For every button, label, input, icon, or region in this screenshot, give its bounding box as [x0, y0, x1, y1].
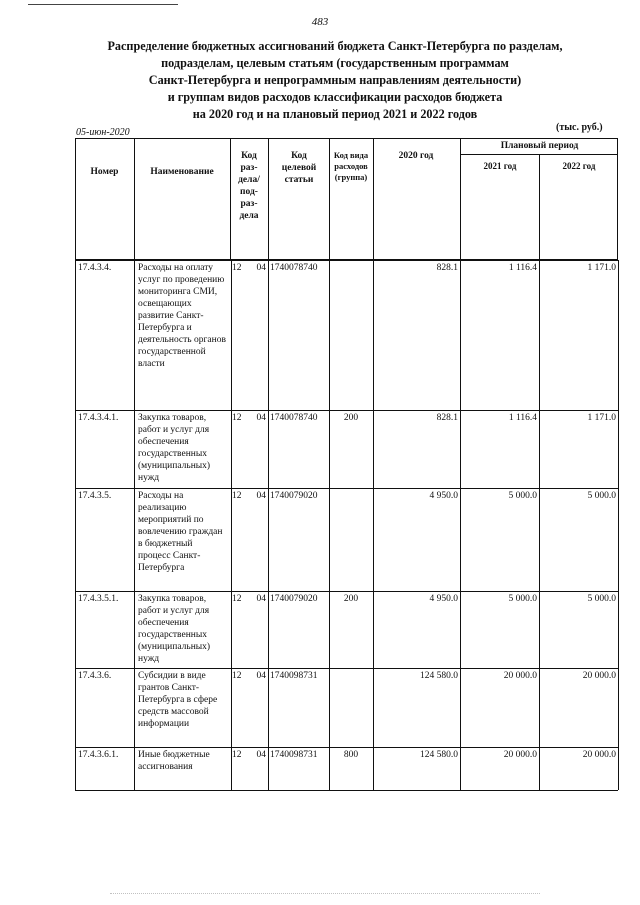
column-divider: [231, 260, 232, 410]
cell-sec: 12: [232, 491, 242, 501]
column-divider: [231, 488, 232, 591]
header-target: Код целевой статьи: [281, 151, 317, 185]
column-divider: [75, 747, 76, 790]
divider: [268, 138, 269, 260]
column-divider: [134, 747, 135, 790]
column-divider: [373, 668, 374, 747]
cell-y2020: 828.1: [436, 263, 458, 273]
cell-sec: 12: [232, 671, 242, 681]
column-divider: [75, 591, 76, 668]
column-divider: [329, 260, 330, 410]
column-divider: [539, 747, 540, 790]
column-divider: [539, 668, 540, 747]
column-divider: [460, 668, 461, 747]
header-name: Наименование: [150, 167, 214, 177]
cell-target: 1740079020: [270, 491, 318, 501]
column-divider: [268, 410, 269, 488]
page-number: 483: [311, 16, 329, 28]
document-title: [75, 38, 595, 123]
cell-sub: 04: [256, 594, 266, 604]
cell-y2021: 1 116.4: [508, 263, 537, 273]
header-expense-type: Код вида расходов (группа): [333, 150, 369, 182]
cell-target: 1740079020: [270, 594, 318, 604]
cell-vr: 200: [343, 594, 359, 604]
column-divider: [618, 260, 619, 410]
units-label: (тыс. руб.): [556, 122, 603, 133]
column-divider: [134, 410, 135, 488]
column-divider: [539, 260, 540, 410]
top-rule: [28, 4, 178, 5]
cell-sec: 12: [232, 594, 242, 604]
column-divider: [539, 591, 540, 668]
cell-y2021: 5 000.0: [508, 491, 537, 501]
header-2022: 2022 год: [562, 161, 596, 171]
cell-num: 17.4.3.5.1.: [78, 594, 119, 604]
cell-y2022: 20 000.0: [582, 671, 616, 681]
cell-sub: 04: [256, 491, 266, 501]
header-2020: 2020 год: [398, 151, 434, 161]
document-date: 05-июн-2020: [76, 127, 130, 138]
column-divider: [75, 668, 76, 747]
scan-noise: [110, 893, 540, 897]
column-divider: [134, 260, 135, 410]
cell-name: Иные бюджетные ассигнования: [138, 750, 210, 772]
cell-num: 17.4.3.6.: [78, 671, 112, 681]
cell-y2021: 20 000.0: [503, 671, 537, 681]
row-divider: [75, 410, 618, 411]
cell-y2021: 5 000.0: [508, 594, 537, 604]
cell-num: 17.4.3.4.: [78, 263, 112, 273]
title-line: и группам видов расходов классификации расходов бюджета: [167, 90, 503, 104]
column-divider: [460, 591, 461, 668]
cell-y2022: 20 000.0: [582, 750, 616, 760]
cell-name: Закупка товаров, работ и услуг для обеспечения государственных (муниципальных) нужд: [138, 594, 211, 664]
row-divider: [75, 488, 618, 489]
cell-sec: 12: [232, 263, 242, 273]
column-divider: [618, 747, 619, 790]
column-divider: [460, 410, 461, 488]
divider: [134, 138, 135, 260]
column-divider: [539, 410, 540, 488]
cell-name: Закупка товаров, работ и услуг для обеспечения государственных (муниципальных) нужд: [138, 413, 211, 483]
divider: [373, 138, 374, 260]
column-divider: [373, 591, 374, 668]
column-divider: [75, 488, 76, 591]
column-divider: [75, 410, 76, 488]
column-divider: [460, 488, 461, 591]
cell-sub: 04: [256, 263, 266, 273]
header-2021: 2021 год: [483, 161, 517, 171]
divider: [539, 154, 540, 260]
cell-sub: 04: [256, 413, 266, 423]
cell-y2022: 1 171.0: [587, 413, 616, 423]
column-divider: [460, 260, 461, 410]
cell-sec: 12: [232, 413, 242, 423]
cell-y2020: 124 580.0: [420, 750, 458, 760]
title-line: на 2020 год и на плановый период 2021 и 2022 годов: [192, 107, 478, 121]
column-divider: [539, 488, 540, 591]
cell-y2021: 20 000.0: [503, 750, 537, 760]
cell-target: 1740098731: [270, 671, 318, 681]
column-divider: [618, 410, 619, 488]
column-divider: [268, 747, 269, 790]
cell-y2022: 1 171.0: [587, 263, 616, 273]
column-divider: [268, 668, 269, 747]
cell-num: 17.4.3.5.: [78, 491, 112, 501]
header-section: Код раз- дела/ под- раз- дела: [238, 151, 260, 221]
cell-num: 17.4.3.6.1.: [78, 750, 119, 760]
row-divider: [75, 747, 618, 748]
column-divider: [373, 260, 374, 410]
row-divider: [75, 668, 618, 669]
cell-sec: 12: [232, 750, 242, 760]
cell-vr: 200: [343, 413, 359, 423]
cell-target: 1740078740: [270, 413, 318, 423]
cell-y2020: 124 580.0: [420, 671, 458, 681]
column-divider: [134, 591, 135, 668]
title-line: Распределение бюджетных ассигнований бюджета Санкт-Петербурга по разделам,: [107, 39, 563, 53]
cell-y2020: 4 950.0: [429, 594, 458, 604]
header-planned-period: Плановый период: [500, 141, 579, 151]
cell-name: Расходы на реализацию мероприятий по вовлечению граждан в бюджетный процесс Санкт-Петербурга: [138, 491, 223, 573]
title-line: подразделам, целевым статьям (государственным программам: [161, 56, 509, 70]
divider: [329, 138, 330, 260]
cell-sub: 04: [256, 671, 266, 681]
column-divider: [268, 260, 269, 410]
divider: [460, 154, 618, 155]
column-divider: [618, 668, 619, 747]
column-divider: [134, 488, 135, 591]
column-divider: [134, 668, 135, 747]
cell-vr: 800: [343, 750, 359, 760]
column-divider: [618, 591, 619, 668]
cell-y2022: 5 000.0: [587, 491, 616, 501]
cell-y2022: 5 000.0: [587, 594, 616, 604]
column-divider: [268, 488, 269, 591]
title-line: Санкт-Петербурга и непрограммным направлениям деятельности): [148, 73, 522, 87]
cell-name: Субсидии в виде грантов Санкт-Петербурга в сфере средств массовой информации: [138, 671, 218, 729]
cell-y2020: 4 950.0: [429, 491, 458, 501]
cell-target: 1740078740: [270, 263, 318, 273]
column-divider: [460, 747, 461, 790]
column-divider: [373, 747, 374, 790]
table-bottom-border: [75, 790, 618, 791]
cell-num: 17.4.3.4.1.: [78, 413, 119, 423]
column-divider: [329, 488, 330, 591]
divider: [460, 138, 461, 260]
row-divider: [75, 260, 618, 261]
header-number: Номер: [90, 167, 119, 177]
cell-y2021: 1 116.4: [508, 413, 537, 423]
cell-name: Расходы на оплату услуг по проведению мониторинга СМИ, освещающих развитие Санкт-Петербурга и деятельность органов государственной власти: [138, 263, 226, 369]
cell-sub: 04: [256, 750, 266, 760]
column-divider: [373, 410, 374, 488]
column-divider: [329, 668, 330, 747]
cell-target: 1740098731: [270, 750, 318, 760]
cell-y2020: 828.1: [436, 413, 458, 423]
divider: [230, 138, 231, 260]
column-divider: [268, 591, 269, 668]
column-divider: [618, 488, 619, 591]
row-divider: [75, 591, 618, 592]
column-divider: [373, 488, 374, 591]
column-divider: [75, 260, 76, 410]
